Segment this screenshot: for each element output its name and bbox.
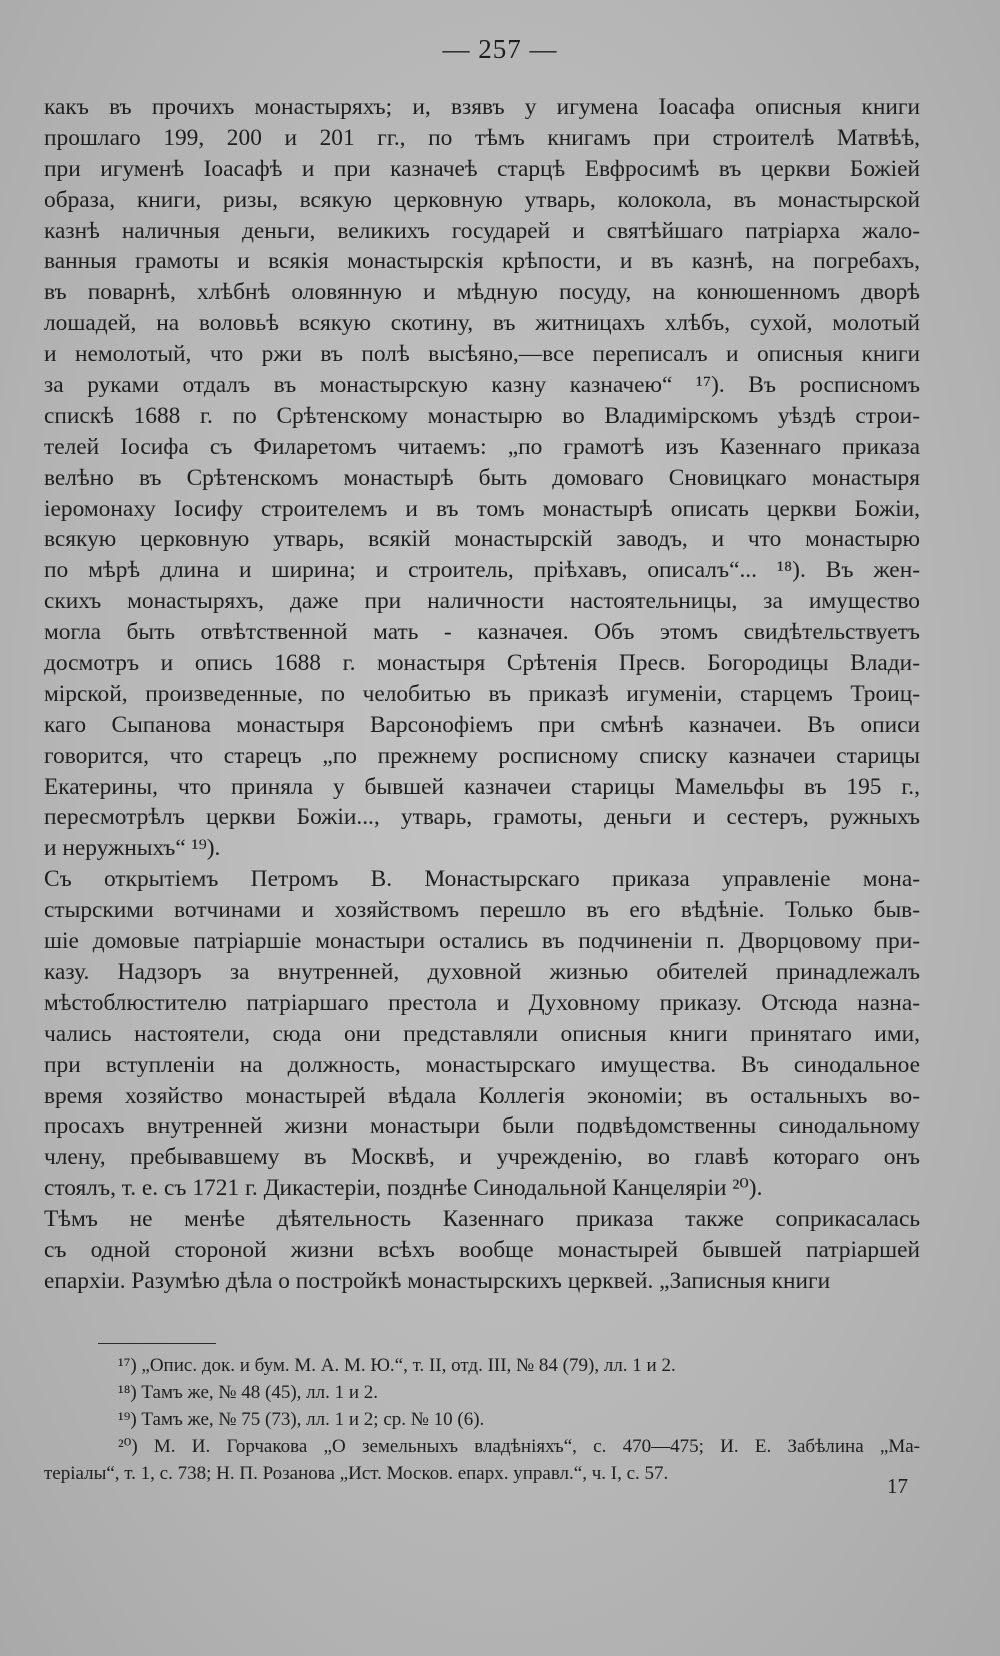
text-line: какъ въ прочихъ монастыряхъ; и, взявъ у игумена Іоасафа описныя книги <box>44 94 920 120</box>
text-line: чались настоятели, сюда они представляли описныя книги принятаго ими, <box>44 1020 920 1047</box>
signature-mark: 17 <box>887 1474 908 1498</box>
text-line: шіе домовые патріаршіе монастыри остались въ подчиненіи п. Дворцовому при- <box>44 928 920 955</box>
text-line: казу. Надзоръ за внутренней, духовной жизнью обителей принадлежалъ <box>44 958 920 985</box>
text-line: члену, пребывавшему въ Москвѣ, и учрежденію, во главѣ котораго онъ <box>44 1144 920 1171</box>
text-line: велѣно въ Срѣтенскомъ монастырѣ быть домоваго Сновицкаго монастыря <box>44 464 920 491</box>
text-line: епархіи. Разумѣю дѣла о постройкѣ монастырскихъ церквей. „Записныя книги <box>44 1267 831 1294</box>
footnote-19: ¹⁹) Тамъ же, № 75 (73), лл. 1 и 2; ср. № 10 (6). <box>118 1409 485 1430</box>
text-line: всякую церковную утварь, всякій монастырскій заводъ, и что монастырю <box>44 526 920 553</box>
footnotes <box>44 1343 920 1487</box>
text-line: Екатерины, что приняла у бывшей казначеи старицы Мамельфы въ 195 г., <box>44 773 920 800</box>
text-line: скихъ монастыряхъ, даже при наличности настоятельницы, за имущество <box>44 588 920 615</box>
text-line: пересмотрѣлъ церкви Божіи..., утварь, грамоты, деньги и сестеръ, ружныхъ <box>44 804 920 831</box>
text-line: Тѣмъ не менѣе дѣятельность Казеннаго приказа также соприкасалась <box>44 1206 920 1233</box>
text-line: прошлаго 199, 200 и 201 гг., по тѣмъ книгамъ при строителѣ Матвѣѣ, <box>44 124 920 151</box>
text-line: по мѣрѣ длина и ширина; и строитель, пріѣхавъ, описалъ“... ¹⁸). Въ жен- <box>44 557 920 584</box>
text-line: время хозяйство монастырей вѣдала Коллегія экономіи; въ остальныхъ во- <box>44 1082 920 1109</box>
text-line: при вступленіи на должность, монастырскаго имущества. Въ синодальное <box>44 1051 920 1078</box>
text-line: просахъ внутренней жизни монастыри были подвѣдомственны синодальному <box>44 1113 920 1140</box>
footnote-17: ¹⁷) „Опис. док. и бум. М. А. М. Ю.“, т. II, отд. III, № 84 (79), лл. 1 и 2. <box>118 1355 676 1376</box>
text-line: телей Іосифа съ Филаретомъ читаемъ: „по грамотѣ изъ Казеннаго приказа <box>44 433 920 460</box>
text-line: іеромонаху Іосифу строителемъ и въ томъ монастырѣ описать церкви Божіи, <box>44 495 920 522</box>
text-line: за руками отдалъ въ монастырскую казну казначею“ ¹⁷). Въ росписномъ <box>44 372 920 399</box>
text-line: ванныя грамоты и всякія монастырскія крѣпости, и въ казнѣ, на погребахъ, <box>44 248 920 275</box>
footnote-20-continued: теріалы“, т. 1, с. 738; Н. П. Розанова „Ист. Москов. епарх. управл.“, ч. I, с. 57. <box>44 1463 669 1484</box>
page-number: — 257 — <box>442 34 558 64</box>
text-line: мірской, произведенные, по челобитью въ приказѣ игуменіи, старцемъ Троиц- <box>44 680 920 707</box>
footnote-18: ¹⁸) Тамъ же, № 48 (45), лл. 1 и 2. <box>118 1382 379 1403</box>
text-line: и неружныхъ“ ¹⁹). <box>44 835 221 862</box>
text-line: досмотръ и опись 1688 г. монастыря Срѣтенія Пресв. Богородицы Влади- <box>44 650 920 677</box>
text-line: съ одной стороной жизни всѣхъ вообще монастырей бывшей патріаршей <box>44 1236 920 1263</box>
text-line: Съ открытіемъ Петромъ В. Монастырскаго приказа управленіе мона- <box>44 866 920 893</box>
footnote-rule <box>98 1343 216 1344</box>
text-line: и немолотый, что ржи въ полѣ высѣяно,—все переписалъ и описныя книги <box>44 341 920 368</box>
text-line: въ поварнѣ, хлѣбнѣ оловянную и мѣдную посуду, на конюшенномъ дворѣ <box>44 279 920 306</box>
text-line: могла быть отвѣтственной мать - казначея. Объ этомъ свидѣтельствуетъ <box>44 619 920 646</box>
body-text <box>44 92 920 1297</box>
text-line: говорится, что старецъ „по прежнему росписному списку казначеи старицы <box>44 742 920 769</box>
text-line: стоялъ, т. е. съ 1721 г. Дикастеріи, позднѣе Синодальной Канцеляріи ²⁰). <box>44 1175 763 1202</box>
text-line: стырскими вотчинами и хозяйствомъ перешло въ его вѣдѣніе. Только быв- <box>44 897 920 924</box>
text-line: каго Сыпанова монастыря Варсонофіемъ при смѣнѣ казначеи. Въ описи <box>44 711 920 738</box>
text-line: мѣстоблюстителю патріаршаго престола и Духовному приказу. Отсюда назна- <box>44 989 920 1016</box>
footnote-20: ²⁰) М. И. Горчакова „О земельныхъ владѣніяхъ“, с. 470—475; И. Е. Забѣлина „Ма- <box>118 1436 920 1457</box>
text-line: при игуменѣ Іоасафѣ и при казначеѣ старцѣ Евфросимѣ въ церкви Божіей <box>44 155 920 182</box>
text-line: казнѣ наличныя деньги, великихъ государей и святѣйшаго патріарха жало- <box>44 217 920 244</box>
text-line: лошадей, на воловьѣ всякую скотину, въ житницахъ хлѣбъ, сухой, молотый <box>44 310 920 337</box>
text-line: образа, книги, ризы, всякую церковную утварь, колокола, въ монастырской <box>44 186 920 213</box>
text-line: спискѣ 1688 г. по Срѣтенскому монастырю во Владимірскомъ уѣздѣ строи- <box>44 402 920 429</box>
